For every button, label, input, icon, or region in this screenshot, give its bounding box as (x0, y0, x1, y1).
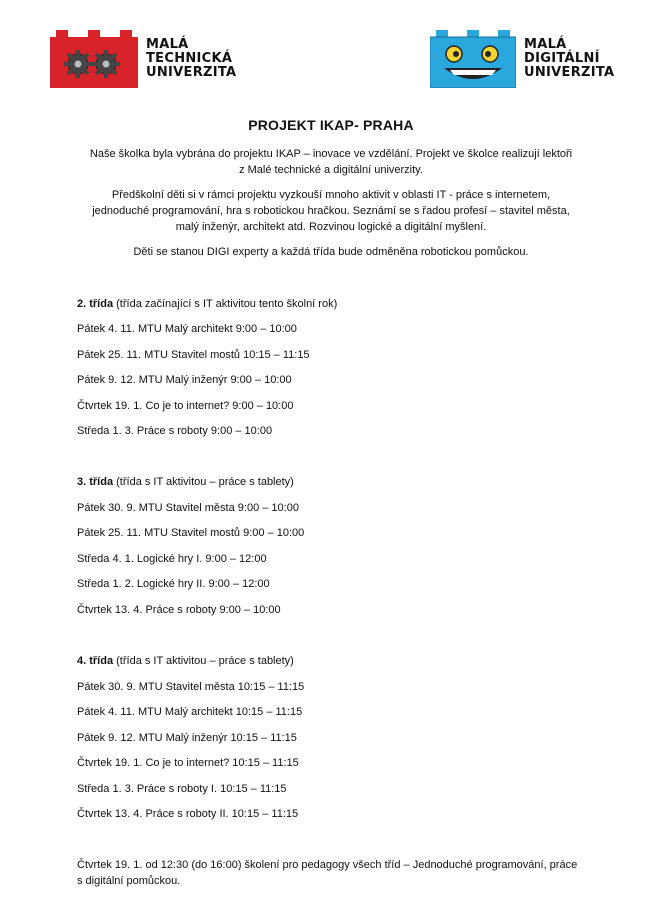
section-heading (77, 475, 294, 489)
section-heading (77, 297, 337, 311)
intro (60, 146, 602, 269)
logo-mala-digitalni-univerzita (430, 30, 614, 88)
page-title: PROJEKT IKAP- PRAHA (248, 117, 414, 133)
class-note: (třída s IT aktivitou – práce s tablety) (113, 476, 294, 488)
schedule-item: Středa 1. 2. Logické hry II. 9:00 – 12:00 (77, 578, 270, 590)
schedule-item: Středa 4. 1. Logické hry I. 9:00 – 12:00 (77, 553, 267, 565)
class-name: 4. třída (77, 655, 114, 667)
footer-line: s digitální pomůckou. (77, 875, 181, 887)
section-heading (77, 654, 294, 668)
intro-line: malý inženýr, architekt atd. Rozvinou logické a digitální myšlení. (175, 221, 487, 233)
class-name: 2. třída (77, 298, 114, 310)
intro-line: Předškolní děti si v rámci projektu vyzkouší mnoho aktivit v oblasti IT - práce s internetem, (111, 189, 551, 201)
class-name: 3. třída (77, 476, 114, 488)
logo-line: DIGITÁLNÍ (524, 51, 600, 66)
logo-text (524, 38, 614, 80)
logo-line: UNIVERZITA (524, 65, 615, 80)
logo-mala-technicka-univerzita (50, 30, 236, 88)
footer-note (77, 857, 597, 889)
smiling-robot-brick-icon (430, 30, 516, 88)
footer-line: Čtvrtek 19. 1. od 12:30 (do 16:00) školení pro pedagogy všech tříd – Jednoduché programování, práce (77, 859, 578, 871)
intro-paragraph (60, 146, 602, 178)
intro-paragraph (60, 244, 602, 260)
schedule-item: Čtvrtek 13. 4. Práce s roboty II. 10:15 – 11:15 (77, 808, 299, 820)
class-note: (třída začínající s IT aktivitou tento školní rok) (113, 298, 338, 310)
class-note: (třída s IT aktivitou – práce s tablety) (113, 655, 294, 667)
schedule-item: Pátek 9. 12. MTU Malý inženýr 10:15 – 11:15 (77, 732, 297, 744)
logo-line: MALÁ (524, 37, 567, 52)
schedule-item: Čtvrtek 13. 4. Práce s roboty 9:00 – 10:00 (77, 604, 281, 616)
logo-line: UNIVERZITA (146, 65, 237, 80)
schedule-item: Čtvrtek 19. 1. Co je to internet? 9:00 – 10:00 (77, 400, 294, 412)
schedule-item: Pátek 4. 11. MTU Malý architekt 10:15 – 11:15 (77, 706, 303, 718)
schedule-item: Pátek 9. 12. MTU Malý inženýr 9:00 – 10:00 (77, 374, 292, 386)
schedule-item: Pátek 30. 9. MTU Stavitel města 10:15 – 11:15 (77, 681, 305, 693)
logo-line: MALÁ (146, 37, 189, 52)
schedule-item: Pátek 25. 11. MTU Stavitel mostů 10:15 – 11:15 (77, 349, 310, 361)
schedule-item: Pátek 4. 11. MTU Malý architekt 9:00 – 10:00 (77, 323, 297, 335)
schedule-item: Pátek 25. 11. MTU Stavitel mostů 9:00 – 10:00 (77, 527, 305, 539)
logo-text (146, 38, 236, 80)
intro-line: Děti se stanou DIGI experty a každá třída bude odměněna robotickou pomůckou. (133, 246, 529, 258)
intro-line: z Malé technické a digitální univerzity. (239, 164, 423, 176)
intro-line: jednoduché programování, hra s robotickou hračkou. Seznámí se s řadou profesí – stavitel města, (92, 205, 570, 217)
schedule-item: Čtvrtek 19. 1. Co je to internet? 10:15 – 11:15 (77, 757, 299, 769)
schedule-item: Pátek 30. 9. MTU Stavitel města 9:00 – 10:00 (77, 502, 299, 514)
intro-line: Naše školka byla vybrána do projektu IKAP – inovace ve vzdělání. Projekt ve školce realizují lektoři (89, 148, 573, 160)
schedule-item: Středa 1. 3. Práce s roboty 9:00 – 10:00 (77, 425, 273, 437)
logo-line: TECHNICKÁ (146, 51, 233, 66)
intro-paragraph (60, 187, 602, 235)
schedule-item: Středa 1. 3. Práce s roboty I. 10:15 – 11:15 (77, 783, 287, 795)
gears-brick-icon (50, 30, 138, 88)
